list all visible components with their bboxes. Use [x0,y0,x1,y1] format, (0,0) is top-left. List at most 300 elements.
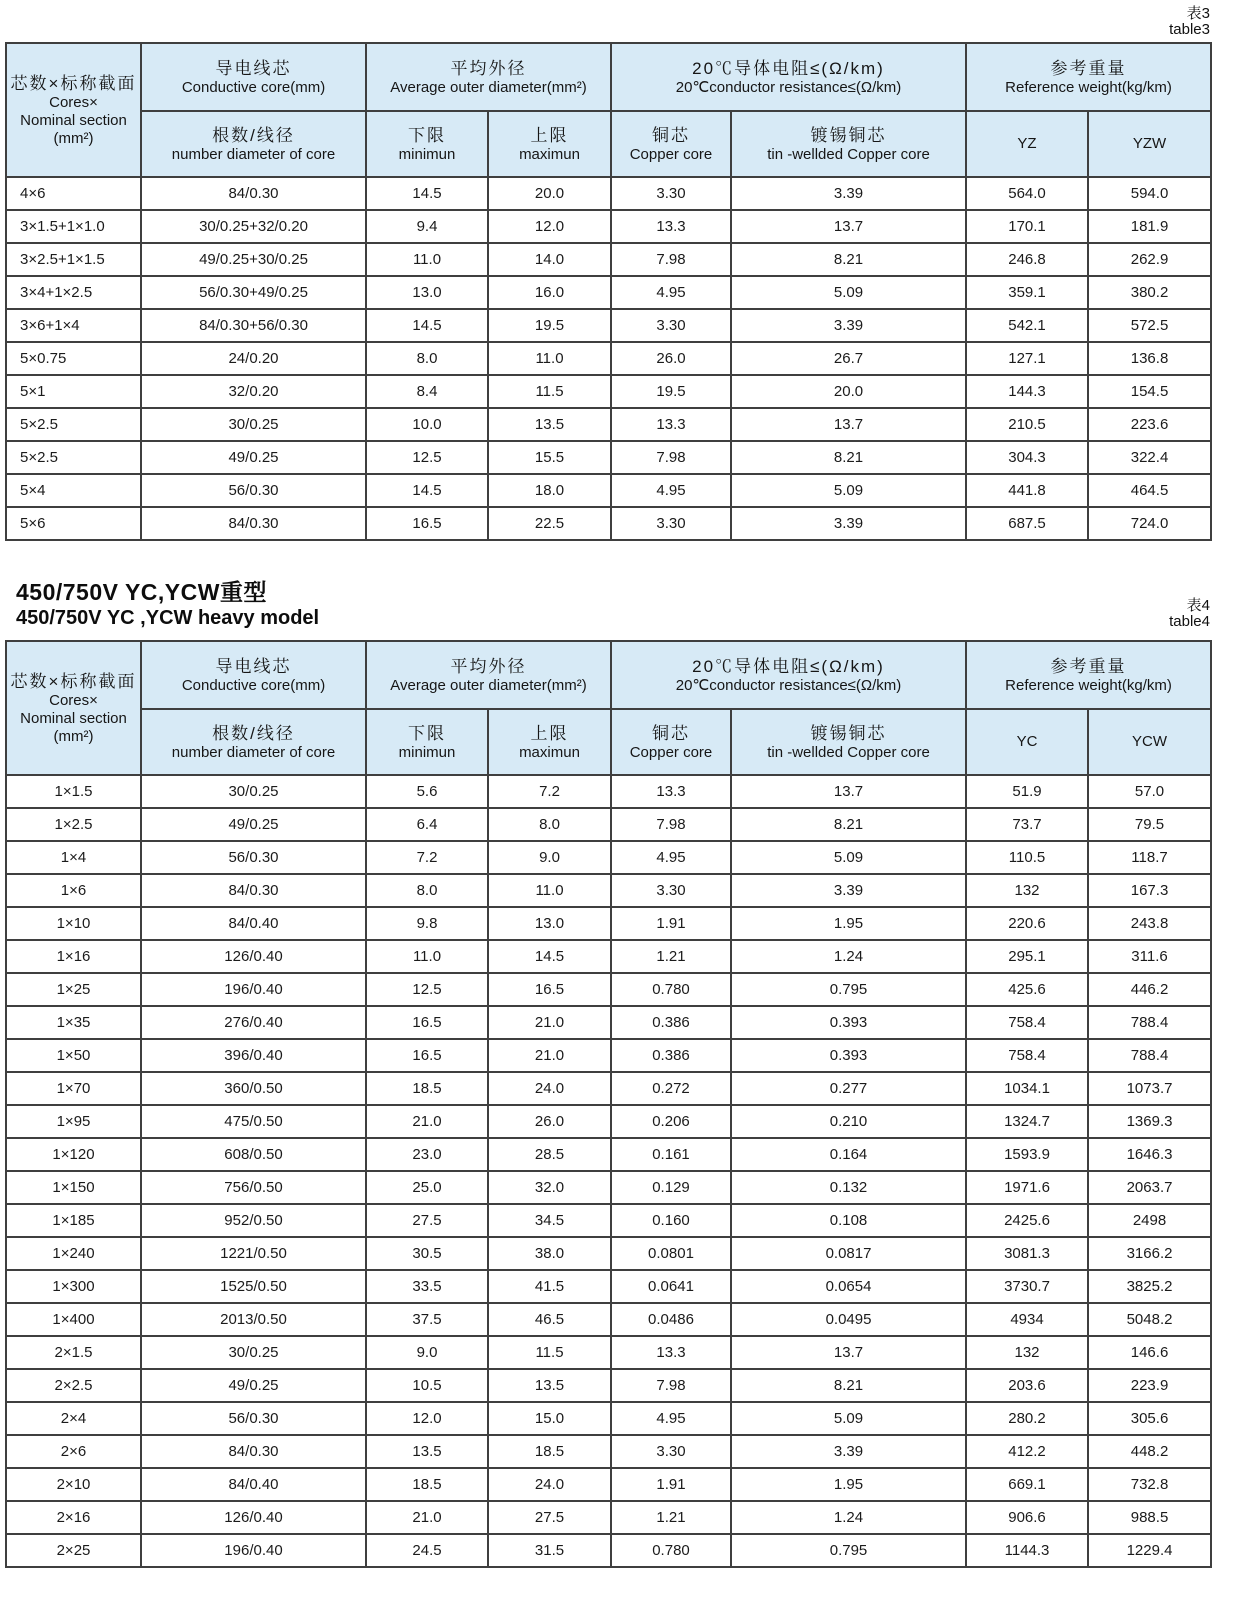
table-cell: 1229.4 [1088,1534,1211,1567]
table-cell: 16.5 [366,1039,488,1072]
table-cell: 24.5 [366,1534,488,1567]
table-cell: 1×150 [6,1171,141,1204]
header-maximum-en: maximun [519,743,580,761]
header-conductive-core-zh: 导电线芯 [215,58,292,78]
table-row [6,1270,1211,1303]
table-cell: 51.9 [966,775,1088,808]
table-row [6,375,1211,408]
header-conductor-resistance [611,43,966,111]
table-row [6,1006,1211,1039]
table-row [6,474,1211,507]
table-cell: 203.6 [966,1369,1088,1402]
table-cell: 1.95 [731,907,966,940]
table-cell: 1×50 [6,1039,141,1072]
header-maximum-zh: 上限 [530,125,569,145]
table-cell: 13.3 [611,1336,731,1369]
table-cell: 756/0.50 [141,1171,366,1204]
table-cell: 8.21 [731,441,966,474]
table-cell: 56/0.30 [141,474,366,507]
table-cell: 360/0.50 [141,1072,366,1105]
header-reference-weight [966,641,1211,709]
table-cell: 246.8 [966,243,1088,276]
table-cell: 1×95 [6,1105,141,1138]
table-cell: 49/0.25 [141,1369,366,1402]
table-cell: 84/0.30 [141,874,366,907]
table-cell: 21.0 [488,1006,611,1039]
header-minimum-zh: 下限 [408,125,446,145]
table-cell: 22.5 [488,507,611,540]
table-cell: 1×70 [6,1072,141,1105]
table-cell: 18.0 [488,474,611,507]
table-cell: 13.3 [611,210,731,243]
table-cell: 8.0 [366,874,488,907]
table-cell: 7.98 [611,808,731,841]
table-cell: 3081.3 [966,1237,1088,1270]
table-cell: 0.132 [731,1171,966,1204]
table-cell: 0.161 [611,1138,731,1171]
table-cell: 1593.9 [966,1138,1088,1171]
table-row [6,1204,1211,1237]
header-nominal-section-en1: Cores× [49,691,98,709]
header-copper-core [611,709,731,775]
header-reference-weight-en: Reference weight(kg/km) [1005,78,1172,96]
table-row [6,1501,1211,1534]
table-cell: 210.5 [966,408,1088,441]
table-cell: 3825.2 [1088,1270,1211,1303]
section-title [16,579,319,630]
table-cell: 16.5 [366,1006,488,1039]
section-title-zh: 450/750V YC,YCW重型 [16,579,267,605]
table-row [6,1138,1211,1171]
table-cell: 132 [966,874,1088,907]
header-conductive-core [141,43,366,111]
header-conductor-resistance [611,641,966,709]
table-cell: 3.30 [611,874,731,907]
header-yzw [1088,111,1211,177]
table-cell: 7.2 [366,841,488,874]
header-outer-diameter [366,641,611,709]
table-cell: 1324.7 [966,1105,1088,1138]
table-cell: 12.0 [488,210,611,243]
table-row [6,1369,1211,1402]
table-cell: 572.5 [1088,309,1211,342]
table-cell: 4934 [966,1303,1088,1336]
table-cell: 0.0817 [731,1237,966,1270]
header-outer-diameter [366,43,611,111]
table-cell: 223.6 [1088,408,1211,441]
table-cell: 1.95 [731,1468,966,1501]
table-cell: 276/0.40 [141,1006,366,1039]
table-cell: 542.1 [966,309,1088,342]
table-cell: 30/0.25+32/0.20 [141,210,366,243]
table-cell: 126/0.40 [141,1501,366,1534]
table-cell: 11.0 [488,342,611,375]
table-cell: 11.5 [488,375,611,408]
table-cell: 14.5 [488,940,611,973]
table-cell: 564.0 [966,177,1088,210]
table-cell: 0.393 [731,1039,966,1072]
table-cell: 21.0 [488,1039,611,1072]
table-cell: 34.5 [488,1204,611,1237]
header-tinned-copper-core-zh: 镀锡铜芯 [810,723,887,743]
table-cell: 2×6 [6,1435,141,1468]
table-cell: 24.0 [488,1072,611,1105]
table-cell: 20.0 [731,375,966,408]
table-cell: 425.6 [966,973,1088,1006]
table-cell: 223.9 [1088,1369,1211,1402]
table-cell: 1.91 [611,1468,731,1501]
header-tinned-copper-core [731,709,966,775]
table-cell: 5.6 [366,775,488,808]
table-row [6,1402,1211,1435]
table-cell: 0.795 [731,973,966,1006]
header-nominal-section [6,43,141,177]
table-row [6,408,1211,441]
header-number-diameter-zh: 根数/线径 [212,125,295,145]
table-cell: 594.0 [1088,177,1211,210]
table-cell: 3730.7 [966,1270,1088,1303]
table-cell: 758.4 [966,1006,1088,1039]
table-cell: 13.0 [366,276,488,309]
spec-table-yc-ycw [5,640,1212,1568]
table-cell: 26.0 [611,342,731,375]
table-cell: 84/0.40 [141,907,366,940]
table-cell: 144.3 [966,375,1088,408]
table-cell: 1073.7 [1088,1072,1211,1105]
header-nominal-section-zh: 芯数×标称截面 [10,671,137,691]
table-cell: 4.95 [611,1402,731,1435]
table-cell: 12.0 [366,1402,488,1435]
table-cell: 14.5 [366,309,488,342]
table-cell: 10.5 [366,1369,488,1402]
table-cell: 4.95 [611,276,731,309]
table-cell: 56/0.30 [141,1402,366,1435]
table-cell: 2×10 [6,1468,141,1501]
table-row [6,1171,1211,1204]
table-cell: 24.0 [488,1468,611,1501]
header-conductive-core [141,641,366,709]
table-cell: 669.1 [966,1468,1088,1501]
table-cell: 7.98 [611,441,731,474]
table-cell: 0.0641 [611,1270,731,1303]
table-cell: 3.39 [731,177,966,210]
table-row [6,210,1211,243]
table-cell: 1.21 [611,940,731,973]
table-cell: 5×1 [6,375,141,408]
table-cell: 49/0.25+30/0.25 [141,243,366,276]
table-cell: 84/0.30+56/0.30 [141,309,366,342]
table-row [6,276,1211,309]
table-cell: 380.2 [1088,276,1211,309]
header-copper-core-en: Copper core [629,145,713,163]
header-conductor-resistance-zh: 20℃导体电阻≤(Ω/km) [692,656,885,676]
table-cell: 305.6 [1088,1402,1211,1435]
table-row [6,1039,1211,1072]
table-cell: 1034.1 [966,1072,1088,1105]
header-minimum-en: minimun [398,743,456,761]
table-cell: 4.95 [611,841,731,874]
table-cell: 4×6 [6,177,141,210]
header-copper-core-zh: 铜芯 [652,723,690,743]
table-cell: 2013/0.50 [141,1303,366,1336]
table-cell: 1646.3 [1088,1138,1211,1171]
table-cell: 5×0.75 [6,342,141,375]
table-cell: 475/0.50 [141,1105,366,1138]
header-minimum [366,111,488,177]
header-copper-core [611,111,731,177]
table4-body [6,775,1211,1567]
table-cell: 5.09 [731,276,966,309]
header-nominal-section-en1: Cores× [49,93,98,111]
header-outer-diameter-en: Average outer diameter(mm²) [390,676,587,694]
table-cell: 2×25 [6,1534,141,1567]
table-cell: 311.6 [1088,940,1211,973]
table-cell: 11.0 [488,874,611,907]
table-cell: 5×2.5 [6,441,141,474]
table-row [6,309,1211,342]
table-cell: 14.5 [366,177,488,210]
table-cell: 295.1 [966,940,1088,973]
table-cell: 0.164 [731,1138,966,1171]
table-cell: 18.5 [366,1072,488,1105]
table-cell: 3166.2 [1088,1237,1211,1270]
table-cell: 170.1 [966,210,1088,243]
table-cell: 1×185 [6,1204,141,1237]
table-cell: 1×10 [6,907,141,940]
table-cell: 13.7 [731,210,966,243]
table-cell: 12.5 [366,973,488,1006]
table-cell: 0.0495 [731,1303,966,1336]
table-cell: 56/0.30 [141,841,366,874]
table-cell: 15.0 [488,1402,611,1435]
table-cell: 3.39 [731,507,966,540]
table3-caption [0,0,1236,42]
header-maximum-zh: 上限 [530,723,569,743]
table3-caption-zh: 表3 [1186,5,1210,22]
table-row [6,243,1211,276]
table-cell: 56/0.30+49/0.25 [141,276,366,309]
header-ycw [1088,709,1211,775]
table-row [6,441,1211,474]
header-reference-weight-en: Reference weight(kg/km) [1005,676,1172,694]
table-cell: 11.0 [366,940,488,973]
table-cell: 5×4 [6,474,141,507]
header-number-diameter-en: number diameter of core [171,145,336,163]
table4-caption-zh: 表4 [1186,597,1210,614]
table-cell: 14.0 [488,243,611,276]
table-cell: 243.8 [1088,907,1211,940]
table-cell: 196/0.40 [141,1534,366,1567]
table-cell: 2425.6 [966,1204,1088,1237]
table-cell: 27.5 [488,1501,611,1534]
header-number-diameter [141,111,366,177]
table-row [6,1468,1211,1501]
table-cell: 32.0 [488,1171,611,1204]
table-cell: 0.210 [731,1105,966,1138]
table-cell: 0.277 [731,1072,966,1105]
table-cell: 16.5 [488,973,611,1006]
header-yc [966,709,1088,775]
table-row [6,1105,1211,1138]
header-minimum [366,709,488,775]
table-cell: 27.5 [366,1204,488,1237]
header-nominal-section-en3: (mm²) [53,727,94,745]
table-cell: 3×2.5+1×1.5 [6,243,141,276]
table-row [6,177,1211,210]
table-cell: 0.272 [611,1072,731,1105]
table-cell: 13.3 [611,408,731,441]
table-cell: 3.39 [731,874,966,907]
table-cell: 8.0 [488,808,611,841]
table-cell: 13.0 [488,907,611,940]
header-yzw-label: YZW [1132,135,1167,152]
table-cell: 9.8 [366,907,488,940]
table-cell: 0.0486 [611,1303,731,1336]
table-cell: 2063.7 [1088,1171,1211,1204]
table-cell: 724.0 [1088,507,1211,540]
header-nominal-section-zh: 芯数×标称截面 [10,73,137,93]
section-heading-row [16,579,1210,630]
table-cell: 3×1.5+1×1.0 [6,210,141,243]
header-conductive-core-zh: 导电线芯 [215,656,292,676]
table-cell: 1221/0.50 [141,1237,366,1270]
table-cell: 84/0.30 [141,177,366,210]
table-cell: 1×1.5 [6,775,141,808]
header-maximum [488,111,611,177]
table-cell: 8.0 [366,342,488,375]
table-cell: 3×6+1×4 [6,309,141,342]
table-cell: 2498 [1088,1204,1211,1237]
table-cell: 396/0.40 [141,1039,366,1072]
table3-caption-en: table3 [1169,21,1210,38]
table-cell: 15.5 [488,441,611,474]
table-cell: 441.8 [966,474,1088,507]
table-cell: 0.206 [611,1105,731,1138]
table-cell: 952/0.50 [141,1204,366,1237]
table-cell: 8.4 [366,375,488,408]
table-cell: 3×4+1×2.5 [6,276,141,309]
table-cell: 0.160 [611,1204,731,1237]
table-row [6,1336,1211,1369]
header-yc-label: YC [1016,733,1038,750]
table-row [6,1303,1211,1336]
table-cell: 322.4 [1088,441,1211,474]
table-cell: 2×4 [6,1402,141,1435]
table-row [6,940,1211,973]
table-row [6,1534,1211,1567]
table-cell: 32/0.20 [141,375,366,408]
table-cell: 13.7 [731,1336,966,1369]
table-cell: 1.24 [731,940,966,973]
table-cell: 3.30 [611,507,731,540]
header-tinned-copper-core-zh: 镀锡铜芯 [810,125,887,145]
table-cell: 9.0 [366,1336,488,1369]
table-cell: 412.2 [966,1435,1088,1468]
table-cell: 9.0 [488,841,611,874]
header-nominal-section-en3: (mm²) [53,129,94,147]
table-cell: 49/0.25 [141,441,366,474]
table-cell: 1.24 [731,1501,966,1534]
table-cell: 0.129 [611,1171,731,1204]
table-cell: 13.5 [488,408,611,441]
header-yz-label: YZ [1017,135,1037,152]
table-row [6,907,1211,940]
table-cell: 30/0.25 [141,775,366,808]
table-cell: 37.5 [366,1303,488,1336]
header-ycw-label: YCW [1132,733,1168,750]
table-cell: 280.2 [966,1402,1088,1435]
table-cell: 0.386 [611,1006,731,1039]
table-cell: 220.6 [966,907,1088,940]
header-tinned-copper-core-en: tin -wellded Copper core [767,743,930,761]
table-cell: 26.7 [731,342,966,375]
header-reference-weight-zh: 参考重量 [1050,656,1127,676]
header-conductor-resistance-en: 20℃conductor resistance≤(Ω/km) [675,676,902,694]
header-copper-core-en: Copper core [629,743,713,761]
table-cell: 9.4 [366,210,488,243]
table-cell: 30.5 [366,1237,488,1270]
table-row [6,1237,1211,1270]
table-cell: 0.393 [731,1006,966,1039]
table-cell: 5.09 [731,1402,966,1435]
table-cell: 1×400 [6,1303,141,1336]
header-reference-weight [966,43,1211,111]
spec-table-yz-yzw [5,42,1212,541]
table-cell: 5048.2 [1088,1303,1211,1336]
table-row [6,841,1211,874]
table-cell: 758.4 [966,1039,1088,1072]
table-cell: 608/0.50 [141,1138,366,1171]
table-cell: 732.8 [1088,1468,1211,1501]
table-row [6,507,1211,540]
table-cell: 0.780 [611,1534,731,1567]
table-cell: 79.5 [1088,808,1211,841]
table-cell: 14.5 [366,474,488,507]
table-cell: 118.7 [1088,841,1211,874]
table-cell: 31.5 [488,1534,611,1567]
table-row [6,973,1211,1006]
table-cell: 33.5 [366,1270,488,1303]
table-cell: 19.5 [488,309,611,342]
table-cell: 41.5 [488,1270,611,1303]
table-cell: 13.7 [731,408,966,441]
table3-body [6,177,1211,540]
table-cell: 1×2.5 [6,808,141,841]
table-row [6,874,1211,907]
table-cell: 127.1 [966,342,1088,375]
header-conductor-resistance-zh: 20℃导体电阻≤(Ω/km) [692,58,885,78]
table-cell: 0.0654 [731,1270,966,1303]
table-cell: 1.91 [611,907,731,940]
table-cell: 18.5 [488,1435,611,1468]
table-cell: 0.780 [611,973,731,1006]
header-copper-core-zh: 铜芯 [652,125,690,145]
header-tinned-copper-core [731,111,966,177]
table-cell: 788.4 [1088,1039,1211,1072]
table-cell: 154.5 [1088,375,1211,408]
table-cell: 23.0 [366,1138,488,1171]
table-cell: 20.0 [488,177,611,210]
table-cell: 5×2.5 [6,408,141,441]
table-cell: 84/0.30 [141,507,366,540]
table-cell: 1×240 [6,1237,141,1270]
table-cell: 136.8 [1088,342,1211,375]
header-number-diameter-en: number diameter of core [171,743,336,761]
table-cell: 304.3 [966,441,1088,474]
table-cell: 38.0 [488,1237,611,1270]
table-cell: 13.5 [488,1369,611,1402]
table-cell: 30/0.25 [141,1336,366,1369]
